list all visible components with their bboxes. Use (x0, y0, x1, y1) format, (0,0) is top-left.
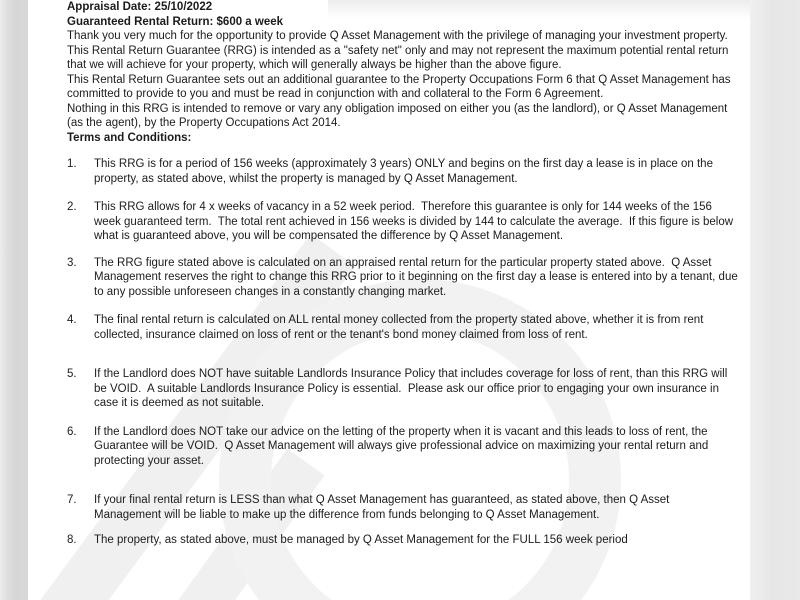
document-page (28, 0, 750, 600)
term-item-8 (67, 533, 739, 548)
term-item-1 (67, 157, 739, 186)
term-number: 8. (67, 534, 77, 546)
term-number: 1. (67, 158, 77, 170)
intro-paragraph-1: Thank you very much for the opportunity to provide Q Asset Management with the privilege of managing your investment property. This Rental Return Guarantee (RRG) is intended as a "safety net" only and may not represent the maximum potential rental return that we will achieve for your property, which will generally always be higher than the above figure. (67, 30, 734, 71)
photo-left-margin (0, 0, 28, 600)
term-item-3 (67, 256, 739, 300)
intro-paragraph-2: This Rental Return Guarantee sets out an additional guarantee to the Property Occupations Form 6 that Q Asset Management has committed to provide to you and must be read in conjunction with and collateral to the Form 6 Agreement. (67, 73, 734, 100)
term-item-5 (67, 367, 739, 411)
intro-paragraph-3: Nothing in this RRG is intended to remove or vary any obligation imposed on either you (as the landlord), or Q Asset Management (as the agent), by the Property Occupations Act 2014. (67, 102, 731, 129)
document-content (28, 0, 750, 600)
term-text: The RRG figure stated above is calculated on an appraised rental return for the particular property stated above. Q Asset Management reserves the right to change this RRG prior to it beginning on the first day a lease is entered into by a tenant, due to any possible unforeseen changes in a constantly changing market. (94, 256, 741, 298)
photo-right-margin (750, 0, 800, 600)
term-number: 5. (67, 368, 77, 380)
term-item-6 (67, 425, 739, 469)
term-number: 7. (67, 494, 77, 506)
term-number: 4. (67, 314, 77, 326)
term-item-4 (67, 313, 739, 342)
term-text: If your final rental return is LESS than what Q Asset Management has guaranteed, as stated above, then Q Asset Management will be liable to make up the difference from funds belonging to Q Asset Management. (94, 494, 673, 521)
appraisal-date-line: Appraisal Date: 25/10/2022 (67, 1, 213, 13)
term-text: This RRG is for a period of 156 weeks (approximately 3 years) ONLY and begins on the first day a lease is in place on the property, as stated above, whilst the property is managed by Q Asset Management. (94, 158, 717, 185)
term-number: 6. (67, 425, 77, 438)
guaranteed-rental-return-line: Guaranteed Rental Return: $600 a week (67, 15, 284, 28)
term-text: The final rental return is calculated on ALL rental money collected from the property stated above, whether it is from rent collected, insurance claimed on loss of rent or the tenant's bond money claimed from loss of rent. (94, 314, 707, 341)
term-number: 3. (67, 256, 77, 269)
term-number: 2. (67, 201, 77, 213)
terms-and-conditions-heading: Terms and Conditions: (67, 131, 192, 144)
term-item-2 (67, 200, 739, 244)
term-text: If the Landlord does NOT take our advice on the letting of the property when it is vacant and this leads to loss of rent, the Guarantee will be VOID. Q Asset Management will always give professional advice on maximizing your rental return and protecting your asset. (94, 425, 712, 467)
term-text: If the Landlord does NOT have suitable Landlords Insurance Policy that includes coverage for loss of rent, than this RRG will be VOID. A suitable Landlords Insurance Policy is essential. Please ask our office prior to engaging your own insurance in case it is deemed as not suitable. (94, 368, 731, 409)
term-text: The property, as stated above, must be managed by Q Asset Management for the FULL 156 week period (94, 534, 628, 546)
term-item-7 (67, 493, 739, 522)
term-text: This RRG allows for 4 x weeks of vacancy in a 52 week period. Therefore this guarantee is only for 144 weeks of the 156 week guaranteed term. The total rent achieved in 156 weeks is divided by 144 to calculate the average. If this figure is below what is guaranteed above, you will be compensated the difference by Q Asset Management. (94, 201, 737, 242)
